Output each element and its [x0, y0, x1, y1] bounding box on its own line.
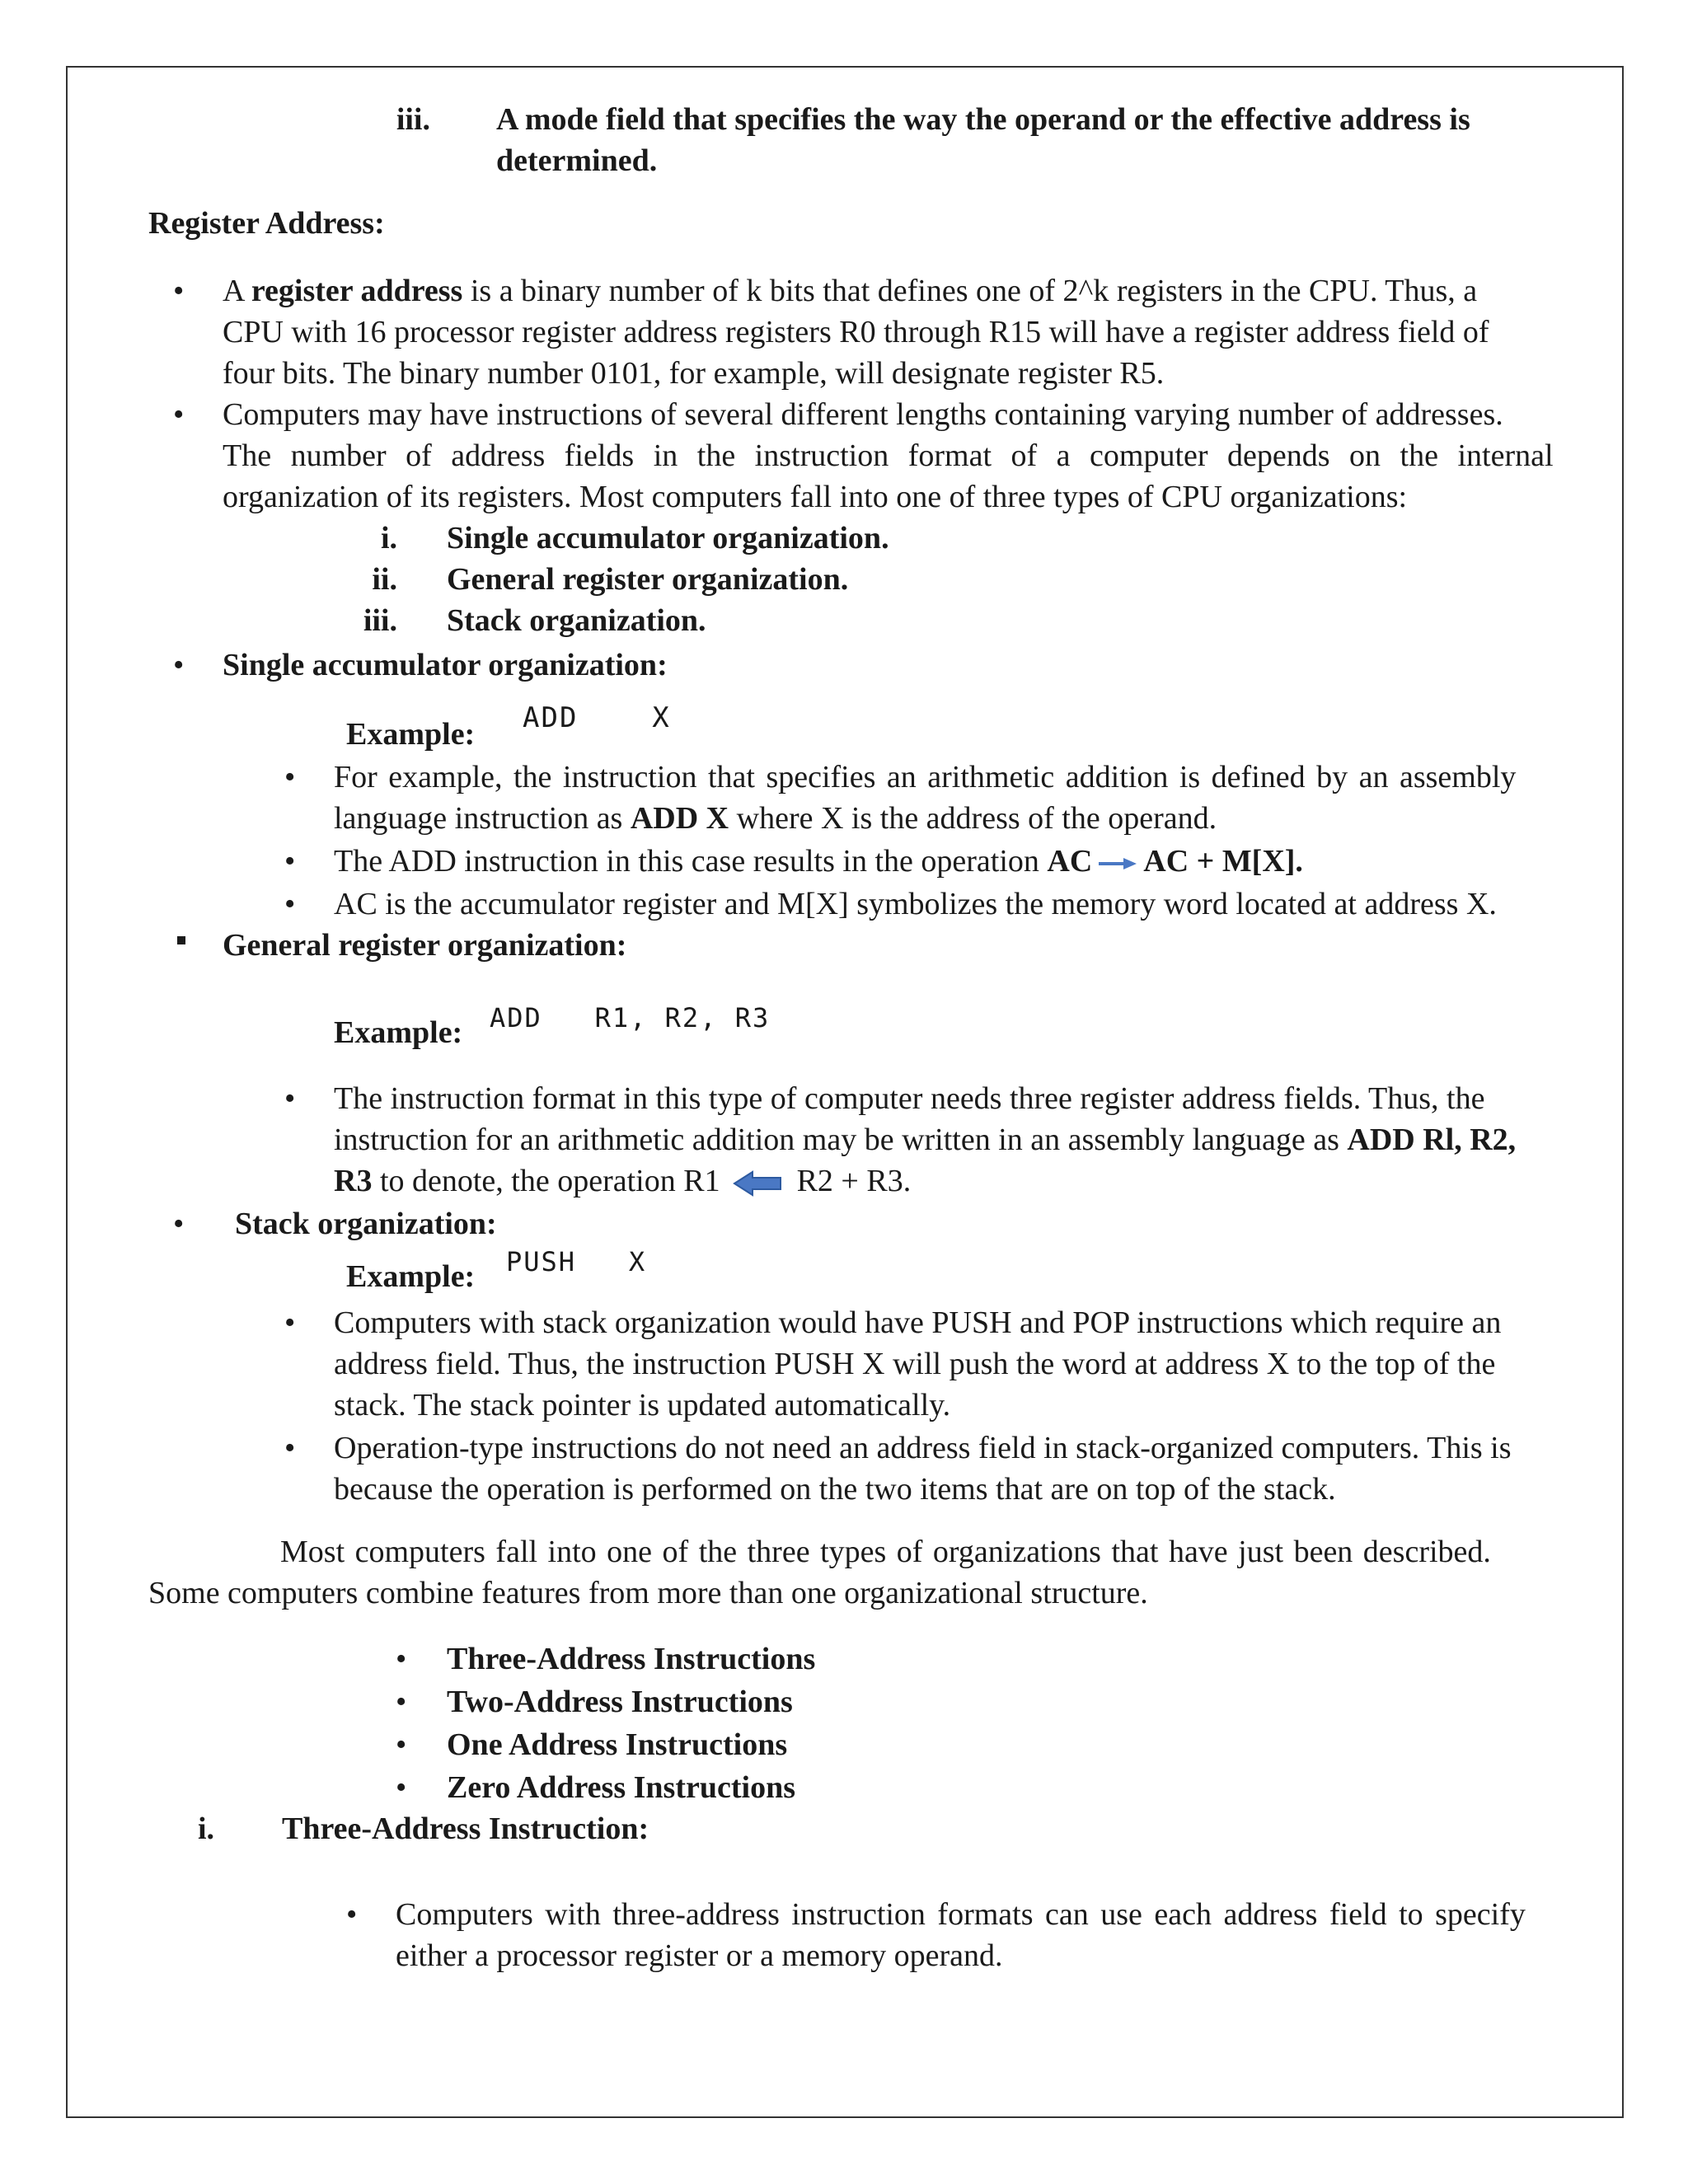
top-item-line1: A mode field that specifies the way the operand or the effective address is [496, 102, 1470, 137]
instruction-type-item: Zero Address Instructions [447, 1770, 795, 1805]
bullet-icon: • [284, 844, 296, 879]
single-acc-example-code: ADD X [523, 701, 671, 734]
single-acc-heading: Single accumulator organization: [223, 648, 668, 682]
stack-org-b2-line2: because the operation is performed on the two items that are on top of the stack. [334, 1472, 1336, 1507]
general-reg-b1-line2: instruction for an arithmetic addition may be written in an assembly language as ADD Rl, R2, [334, 1122, 1517, 1157]
bullet-icon: • [284, 760, 296, 794]
bullet-icon: • [173, 648, 185, 682]
bullet-icon: • [284, 887, 296, 921]
bullet-icon: • [396, 1685, 407, 1719]
single-acc-b3: AC is the accumulator register and M[X] symbolizes the memory word located at address X. [334, 887, 1497, 921]
reg-addr-p2-line2: The number of address fields in the instruction format of a computer depends on the internal [223, 438, 1554, 473]
bullet-icon: • [173, 274, 185, 308]
reg-addr-p1-line1: A register address is a binary number of k bits that defines one of 2^k registers in the CPU. Thus, a [223, 274, 1478, 308]
bullet-icon: • [173, 1207, 185, 1241]
bullet-icon: • [284, 1081, 296, 1116]
summary-line1: Most computers fall into one of the three types of organizations that have just been described. [280, 1535, 1491, 1569]
bullet-icon: • [396, 1770, 407, 1805]
org-list-num: ii. [372, 562, 397, 597]
org-list-item: General register organization. [447, 562, 849, 597]
org-list-item: Stack organization. [447, 603, 706, 638]
summary-line2: Some computers combine features from more than one organizational structure. [148, 1576, 1148, 1610]
stack-org-b1-line1: Computers with stack organization would have PUSH and POP instructions which require an [334, 1305, 1502, 1340]
stack-org-example-code: PUSH X [506, 1246, 647, 1277]
reg-addr-p2-line3: organization of its registers. Most computers fall into one of three types of CPU organizations: [223, 480, 1408, 514]
bullet-icon: • [173, 397, 185, 432]
instruction-type-item: Three-Address Instructions [447, 1642, 816, 1676]
bullet-icon: • [284, 1431, 296, 1465]
instruction-type-item: One Address Instructions [447, 1727, 788, 1762]
single-acc-b1-line2: language instruction as ADD X where X is the address of the operand. [334, 801, 1217, 836]
general-reg-heading: General register organization: [223, 928, 627, 963]
org-list-item: Single accumulator organization. [447, 521, 889, 555]
bullet-icon: • [396, 1727, 407, 1762]
single-acc-b1-line1: For example, the instruction that specifies an arithmetic addition is defined by an assembly [334, 760, 1517, 794]
stack-org-b2-line1: Operation-type instructions do not need an address field in stack-organized computers. This is [334, 1431, 1512, 1465]
general-reg-example-label: Example: [334, 1015, 463, 1050]
stack-org-example-label: Example: [346, 1259, 476, 1294]
three-address-heading: Three-Address Instruction: [282, 1811, 649, 1846]
arrow-right-icon [1097, 855, 1138, 872]
general-reg-example-code: ADD R1, R2, R3 [490, 1002, 771, 1033]
org-list-num: iii. [363, 603, 397, 638]
reg-addr-p2-line1: Computers may have instructions of several different lengths containing varying number of addresses. [223, 397, 1503, 432]
arrow-left-icon [733, 1170, 784, 1197]
bullet-icon: • [346, 1897, 358, 1932]
single-acc-example-label: Example: [346, 717, 476, 752]
single-acc-b2: The ADD instruction in this case results in the operation AC AC + M[X]. [334, 844, 1303, 879]
stack-org-b1-line3: stack. The stack pointer is updated automatically. [334, 1388, 951, 1422]
general-reg-b1-line3: R3 to denote, the operation R1 R2 + R3. [334, 1164, 912, 1198]
general-reg-b1-line1: The instruction format in this type of computer needs three register address fields. Thus, the [334, 1081, 1485, 1116]
top-item-line2: determined. [496, 143, 658, 178]
stack-org-heading: Stack organization: [235, 1207, 497, 1241]
three-address-b1-line1: Computers with three-address instruction formats can use each address field to specify [396, 1897, 1526, 1932]
instruction-type-item: Two-Address Instructions [447, 1685, 793, 1719]
bullet-icon: • [396, 1642, 407, 1676]
bullet-icon: • [284, 1305, 296, 1340]
reg-addr-p1-line2: CPU with 16 processor register address registers R0 through R15 will have a register address field of [223, 315, 1489, 349]
three-address-b1-line2: either a processor register or a memory operand. [396, 1938, 1003, 1973]
stack-org-b1-line2: address field. Thus, the instruction PUSH X will push the word at address X to the top of the [334, 1347, 1496, 1381]
reg-addr-p1-line3: four bits. The binary number 0101, for example, will designate register R5. [223, 356, 1165, 391]
three-address-num: i. [198, 1811, 215, 1846]
register-address-heading: Register Address: [148, 206, 385, 241]
top-item-numeral: iii. [396, 102, 430, 137]
org-list-num: i. [380, 521, 397, 555]
square-bullet-icon [177, 936, 185, 944]
